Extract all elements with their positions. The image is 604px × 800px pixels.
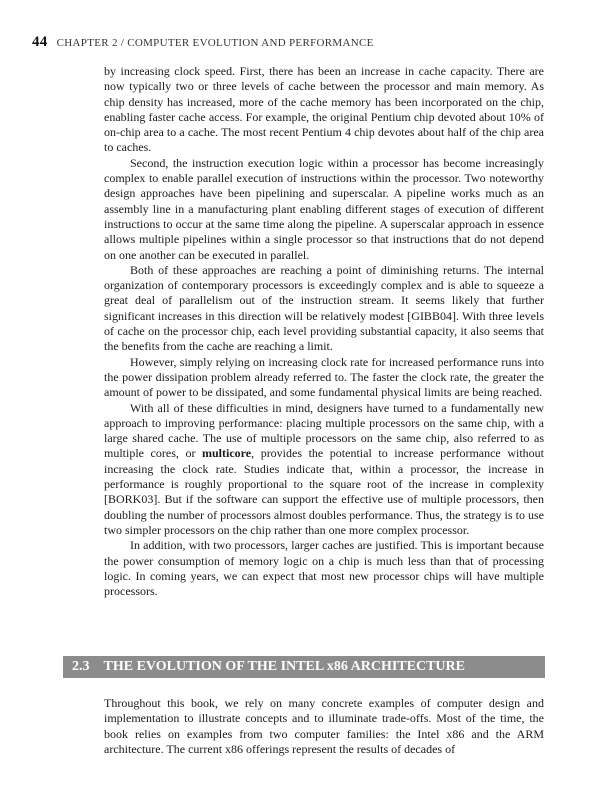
paragraph-5-start: With all of these difficulties in mind, designers have turned to a fundamentally new approach to improving performance: placing multiple processors on the same chip, with a large shared cache. The use of multiple processors on the same chip, also referred to as multiple cores, or (104, 400, 544, 461)
term-multicore: multicore (202, 446, 252, 461)
paragraph-2: Second, the instruction execution logic within a processor has become increasingly complex to enable parallel execution of instructions within the processor. Two noteworthy design approaches have been pipelining and superscalar. A pipeline works much as an assembly line in a manufacturing plant enabling different stages of execution of different instructions to occur at the same time along the pipeline. A superscalar approach in essence allows multiple pipelines within a single processor so that instructions that do not depend on one another can be executed in parallel. (104, 155, 544, 262)
paragraph-1: by increasing clock speed. First, there has been an increase in cache capacity. There are now typically two or three levels of cache between the processor and main memory. As chip density has increased, more of the cache memory has been incorporated on the chip, enabling faster cache access. For example, the original Pentium chip devoted about 10% of on-chip area to a cache. The most recent Pentium 4 chip devotes about half of the chip area to caches. (104, 64, 544, 155)
paragraph-6: In addition, with two processors, larger caches are justified. This is important because the power consumption of memory logic on a chip is much less than that of processing logic. In coming years, we can expect that most new processor chips will have multiple processors. (104, 538, 544, 599)
section-text (104, 696, 544, 757)
body-text (104, 64, 544, 599)
section-paragraph-1: Throughout this book, we rely on many concrete examples of computer design and implementation to illustrate concepts and to illuminate trade-offs. Most of the time, the book relies on examples from two computer families: the Intel x86 and the ARM architecture. The current x86 offerings represent the results of decades of (104, 696, 544, 756)
section-title: THE EVOLUTION OF THE INTEL x86 ARCHITECTURE (103, 659, 465, 674)
running-head (32, 34, 552, 51)
paragraph-3: Both of these approaches are reaching a point of diminishing returns. The internal organization of contemporary processors is exceedingly complex and is able to squeeze a great deal of parallelism out of the instruction stream. It seems likely that further significant increases in this direction will be relatively modest [GIBB04]. With three levels of cache on the processor chip, each level providing substantial capacity, it also seems that the benefits from the cache are reaching a limit. (104, 262, 544, 354)
paragraph-5 (104, 401, 544, 539)
page-number: 44 (32, 34, 48, 50)
paragraph-5-end: , provides the potential to increase performance without increasing the clock rate. Studies indicate that, within a processor, the increase in performance is roughly proportional to the square root of the increase in complexity [BORK03]. But if the software can support the effective use of multiple processors, then doubling the number of processors almost doubles performance. Thus, the strategy is to use two simpler processors on the chip rather than one more complex processor. (104, 446, 544, 537)
section-heading (63, 656, 545, 678)
chapter-title: CHAPTER 2 / COMPUTER EVOLUTION AND PERFORMANCE (56, 37, 374, 49)
section-number: 2.3 (72, 659, 90, 674)
paragraph-4: However, simply relying on increasing clock rate for increased performance runs into the power dissipation problem already referred to. The faster the clock rate, the greater the amount of power to be dissipated, and some fundamental physical limits are being reached. (104, 354, 544, 400)
